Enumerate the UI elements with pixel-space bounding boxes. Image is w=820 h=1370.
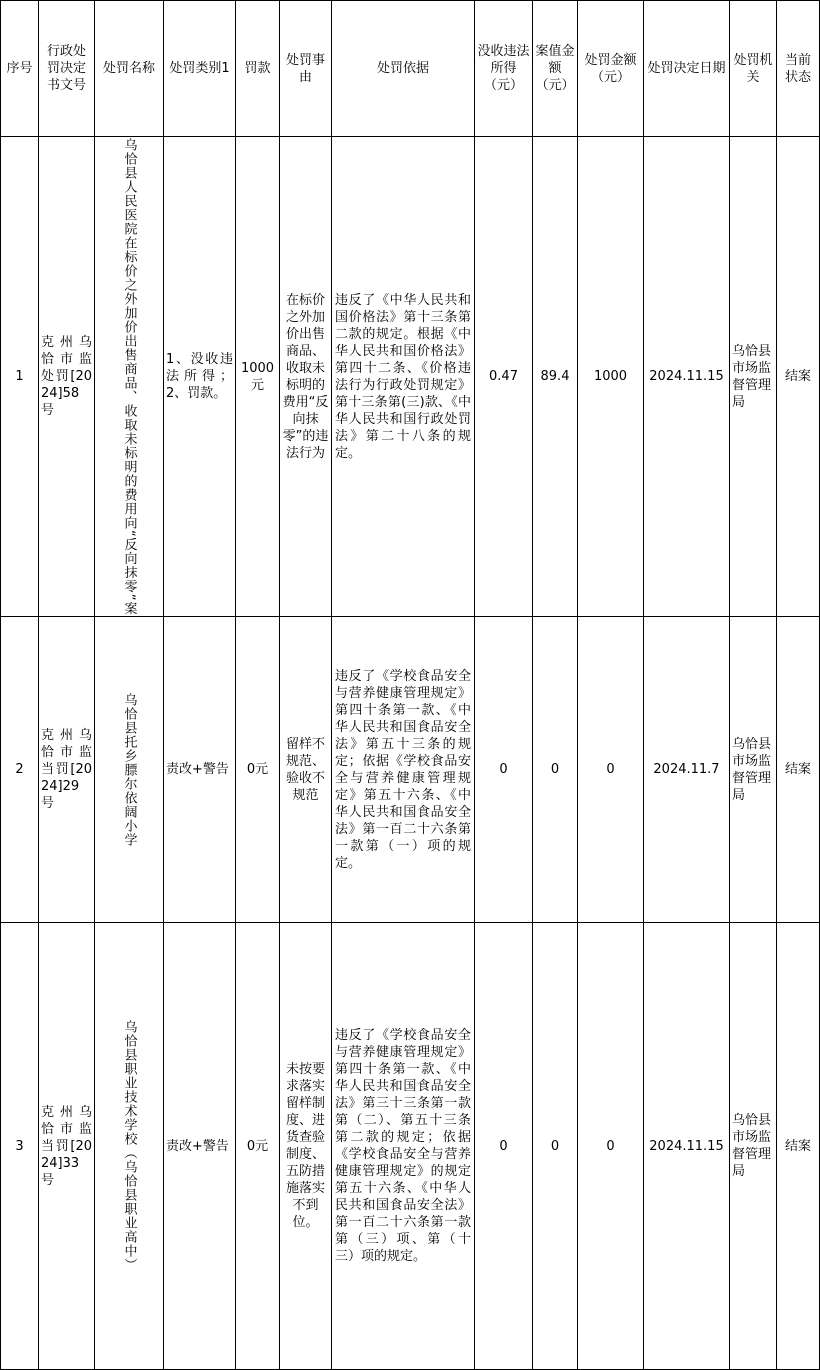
cell-decision-date: 2024.11.7 <box>644 617 730 923</box>
cell-penalty-amount: 0 <box>578 617 644 923</box>
cell-authority: 乌恰县市场监督管理局 <box>730 617 777 923</box>
header-seq: 序号 <box>1 1 39 137</box>
cell-name <box>95 617 164 923</box>
header-authority: 处罚机关 <box>730 1 777 137</box>
cell-fine: 0元 <box>236 617 280 923</box>
table-row <box>1 923 820 1370</box>
cell-doc-no: 克州乌恰市监处罚[2024]58号 <box>39 137 95 617</box>
header-row <box>1 1 820 137</box>
cell-fine: 1000元 <box>236 137 280 617</box>
cell-fine: 0元 <box>236 923 280 1370</box>
header-decision-date: 处罚决定日期 <box>644 1 730 137</box>
header-doc-no: 行政处罚决定书文号 <box>39 1 95 137</box>
cell-seq: 1 <box>1 137 39 617</box>
cell-doc-no: 克州乌恰市监当罚[2024]29号 <box>39 617 95 923</box>
cell-seq: 3 <box>1 923 39 1370</box>
cell-reason: 留样不规范、验收不规范 <box>280 617 332 923</box>
cell-doc-no: 克州乌恰市监当罚[2024]33号 <box>39 923 95 1370</box>
cell-status: 结案 <box>777 137 820 617</box>
header-confiscated: 没收违法所得（元） <box>475 1 533 137</box>
table-row <box>1 137 820 617</box>
header-fine: 罚款 <box>236 1 280 137</box>
cell-name-text: 乌恰县人民医院在标价之外加价出售商品、收取未标明的费用向“反向抹零”案 <box>121 138 137 616</box>
cell-name-text: 乌恰县托乡膘尔依阔小学 <box>121 692 137 847</box>
cell-reason: 在标价之外加价出售商品、收取未标明的费用“反向抹零”的违法行为 <box>280 137 332 617</box>
cell-name <box>95 923 164 1370</box>
header-name: 处罚名称 <box>95 1 164 137</box>
cell-confiscated: 0.47 <box>475 137 533 617</box>
cell-basis: 违反了《学校食品安全与营养健康管理规定》第四十条第一款、《中华人民共和国食品安全法》第五十三条的规定；依据《学校食品安全与营养健康管理规定》第五十六条、《中华人民共和国食品安全法》第一百二十六条第一款第（一）项的规定。 <box>332 617 475 923</box>
table-row <box>1 617 820 923</box>
cell-authority: 乌恰县市场监督管理局 <box>730 137 777 617</box>
cell-decision-date: 2024.11.15 <box>644 137 730 617</box>
cell-category: 责改+警告 <box>164 617 236 923</box>
cell-name-text: 乌恰县职业技术学校（乌恰县职业高中） <box>121 1020 137 1273</box>
cell-decision-date: 2024.11.15 <box>644 923 730 1370</box>
cell-penalty-amount: 1000 <box>578 137 644 617</box>
cell-basis: 违反了《中华人民共和国价格法》第十三条第二款的规定。根据《中华人民共和国价格法》第四十二条、《价格违法行为行政处罚规定》第十三条第(三)款、《中华人民共和国行政处罚法》第二十八条的规定。 <box>332 137 475 617</box>
cell-case-value: 0 <box>533 923 578 1370</box>
header-status: 当前状态 <box>777 1 820 137</box>
cell-status: 结案 <box>777 923 820 1370</box>
cell-case-value: 0 <box>533 617 578 923</box>
cell-category: 责改+警告 <box>164 923 236 1370</box>
cell-reason: 未按要求落实留样制度、进货查验制度、五防措施落实不到位。 <box>280 923 332 1370</box>
header-reason: 处罚事由 <box>280 1 332 137</box>
cell-confiscated: 0 <box>475 617 533 923</box>
cell-penalty-amount: 0 <box>578 923 644 1370</box>
cell-authority: 乌恰县市场监督管理局 <box>730 923 777 1370</box>
cell-seq: 2 <box>1 617 39 923</box>
header-basis: 处罚依据 <box>332 1 475 137</box>
cell-confiscated: 0 <box>475 923 533 1370</box>
cell-basis: 违反了《学校食品安全与营养健康管理规定》第四十条第一款、《中华人民共和国食品安全法》第三十三条第一款第（二）、第五十三条第二款的规定；依据《学校食品安全与营养健康管理规定》的规定第五十六条、《中华人民共和国食品安全法》第一百二十六条第一款第（三）项、第（十三）项的规定。 <box>332 923 475 1370</box>
header-penalty-amount: 处罚金额（元） <box>578 1 644 137</box>
cell-name <box>95 137 164 617</box>
cell-category: 1、没收违法所得；2、罚款。 <box>164 137 236 617</box>
header-case-value: 案值金额（元） <box>533 1 578 137</box>
cell-case-value: 89.4 <box>533 137 578 617</box>
cell-status: 结案 <box>777 617 820 923</box>
header-category: 处罚类别1 <box>164 1 236 137</box>
